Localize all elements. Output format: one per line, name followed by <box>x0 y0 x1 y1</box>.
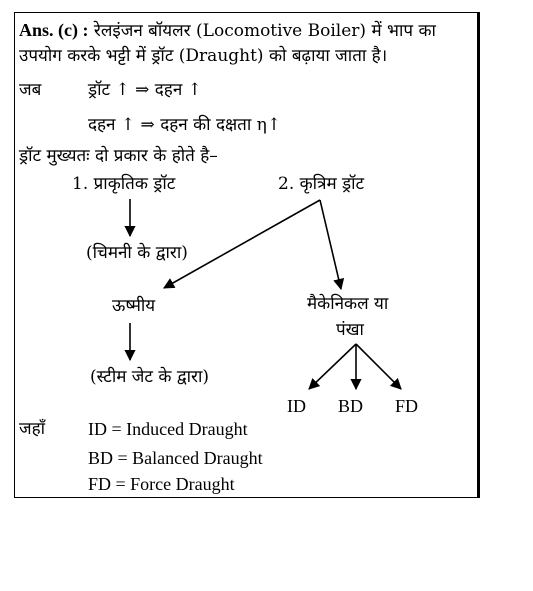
jab-label: जब <box>19 80 42 100</box>
leaf-id: ID <box>287 396 306 416</box>
mechanical-node-line-1: मैकेनिकल या <box>307 294 389 314</box>
thermal-node: ऊष्मीय <box>112 296 156 316</box>
relation-draught-combustion: ड्रॉट ↑ ⇒ दहन ↑ <box>88 80 202 100</box>
where-label: जहाँ <box>19 419 46 439</box>
natural-draught: 1. प्राकृतिक ड्रॉट <box>72 174 176 194</box>
relation-combustion-efficiency: दहन ↑ ⇒ दहन की दक्षता η↑ <box>88 115 282 135</box>
answer-label: Ans. (c) : <box>19 20 89 40</box>
arrow-mechanical-id <box>309 344 356 389</box>
leaf-fd: FD <box>395 396 419 416</box>
arrow-artificial-thermal <box>164 200 320 288</box>
chimney-node: (चिमनी के द्वारा) <box>86 243 188 263</box>
steam-jet-node: (स्टीम जेट के द्वारा) <box>90 367 209 387</box>
intro-line-1-text: रेलइंजन बॉयलर (Locomotive Boiler) में भाप का <box>88 21 436 41</box>
legend-fd: FD = Force Draught <box>88 474 235 494</box>
intro-line-2: उपयोग करके भट्टी में ड्रॉट (Draught) को बढ़ाया जाता है। <box>19 46 388 66</box>
mechanical-node-line-2: पंखा <box>336 320 364 340</box>
types-heading: ड्रॉट मुख्यतः दो प्रकार के होते है– <box>19 146 218 166</box>
legend-bd: BD = Balanced Draught <box>88 448 263 468</box>
leaf-bd: BD <box>338 396 364 416</box>
legend-id: ID = Induced Draught <box>88 419 248 439</box>
arrow-mechanical-fd <box>356 344 401 389</box>
arrow-artificial-mechanical <box>320 200 341 289</box>
artificial-draught: 2. कृत्रिम ड्रॉट <box>278 174 365 194</box>
